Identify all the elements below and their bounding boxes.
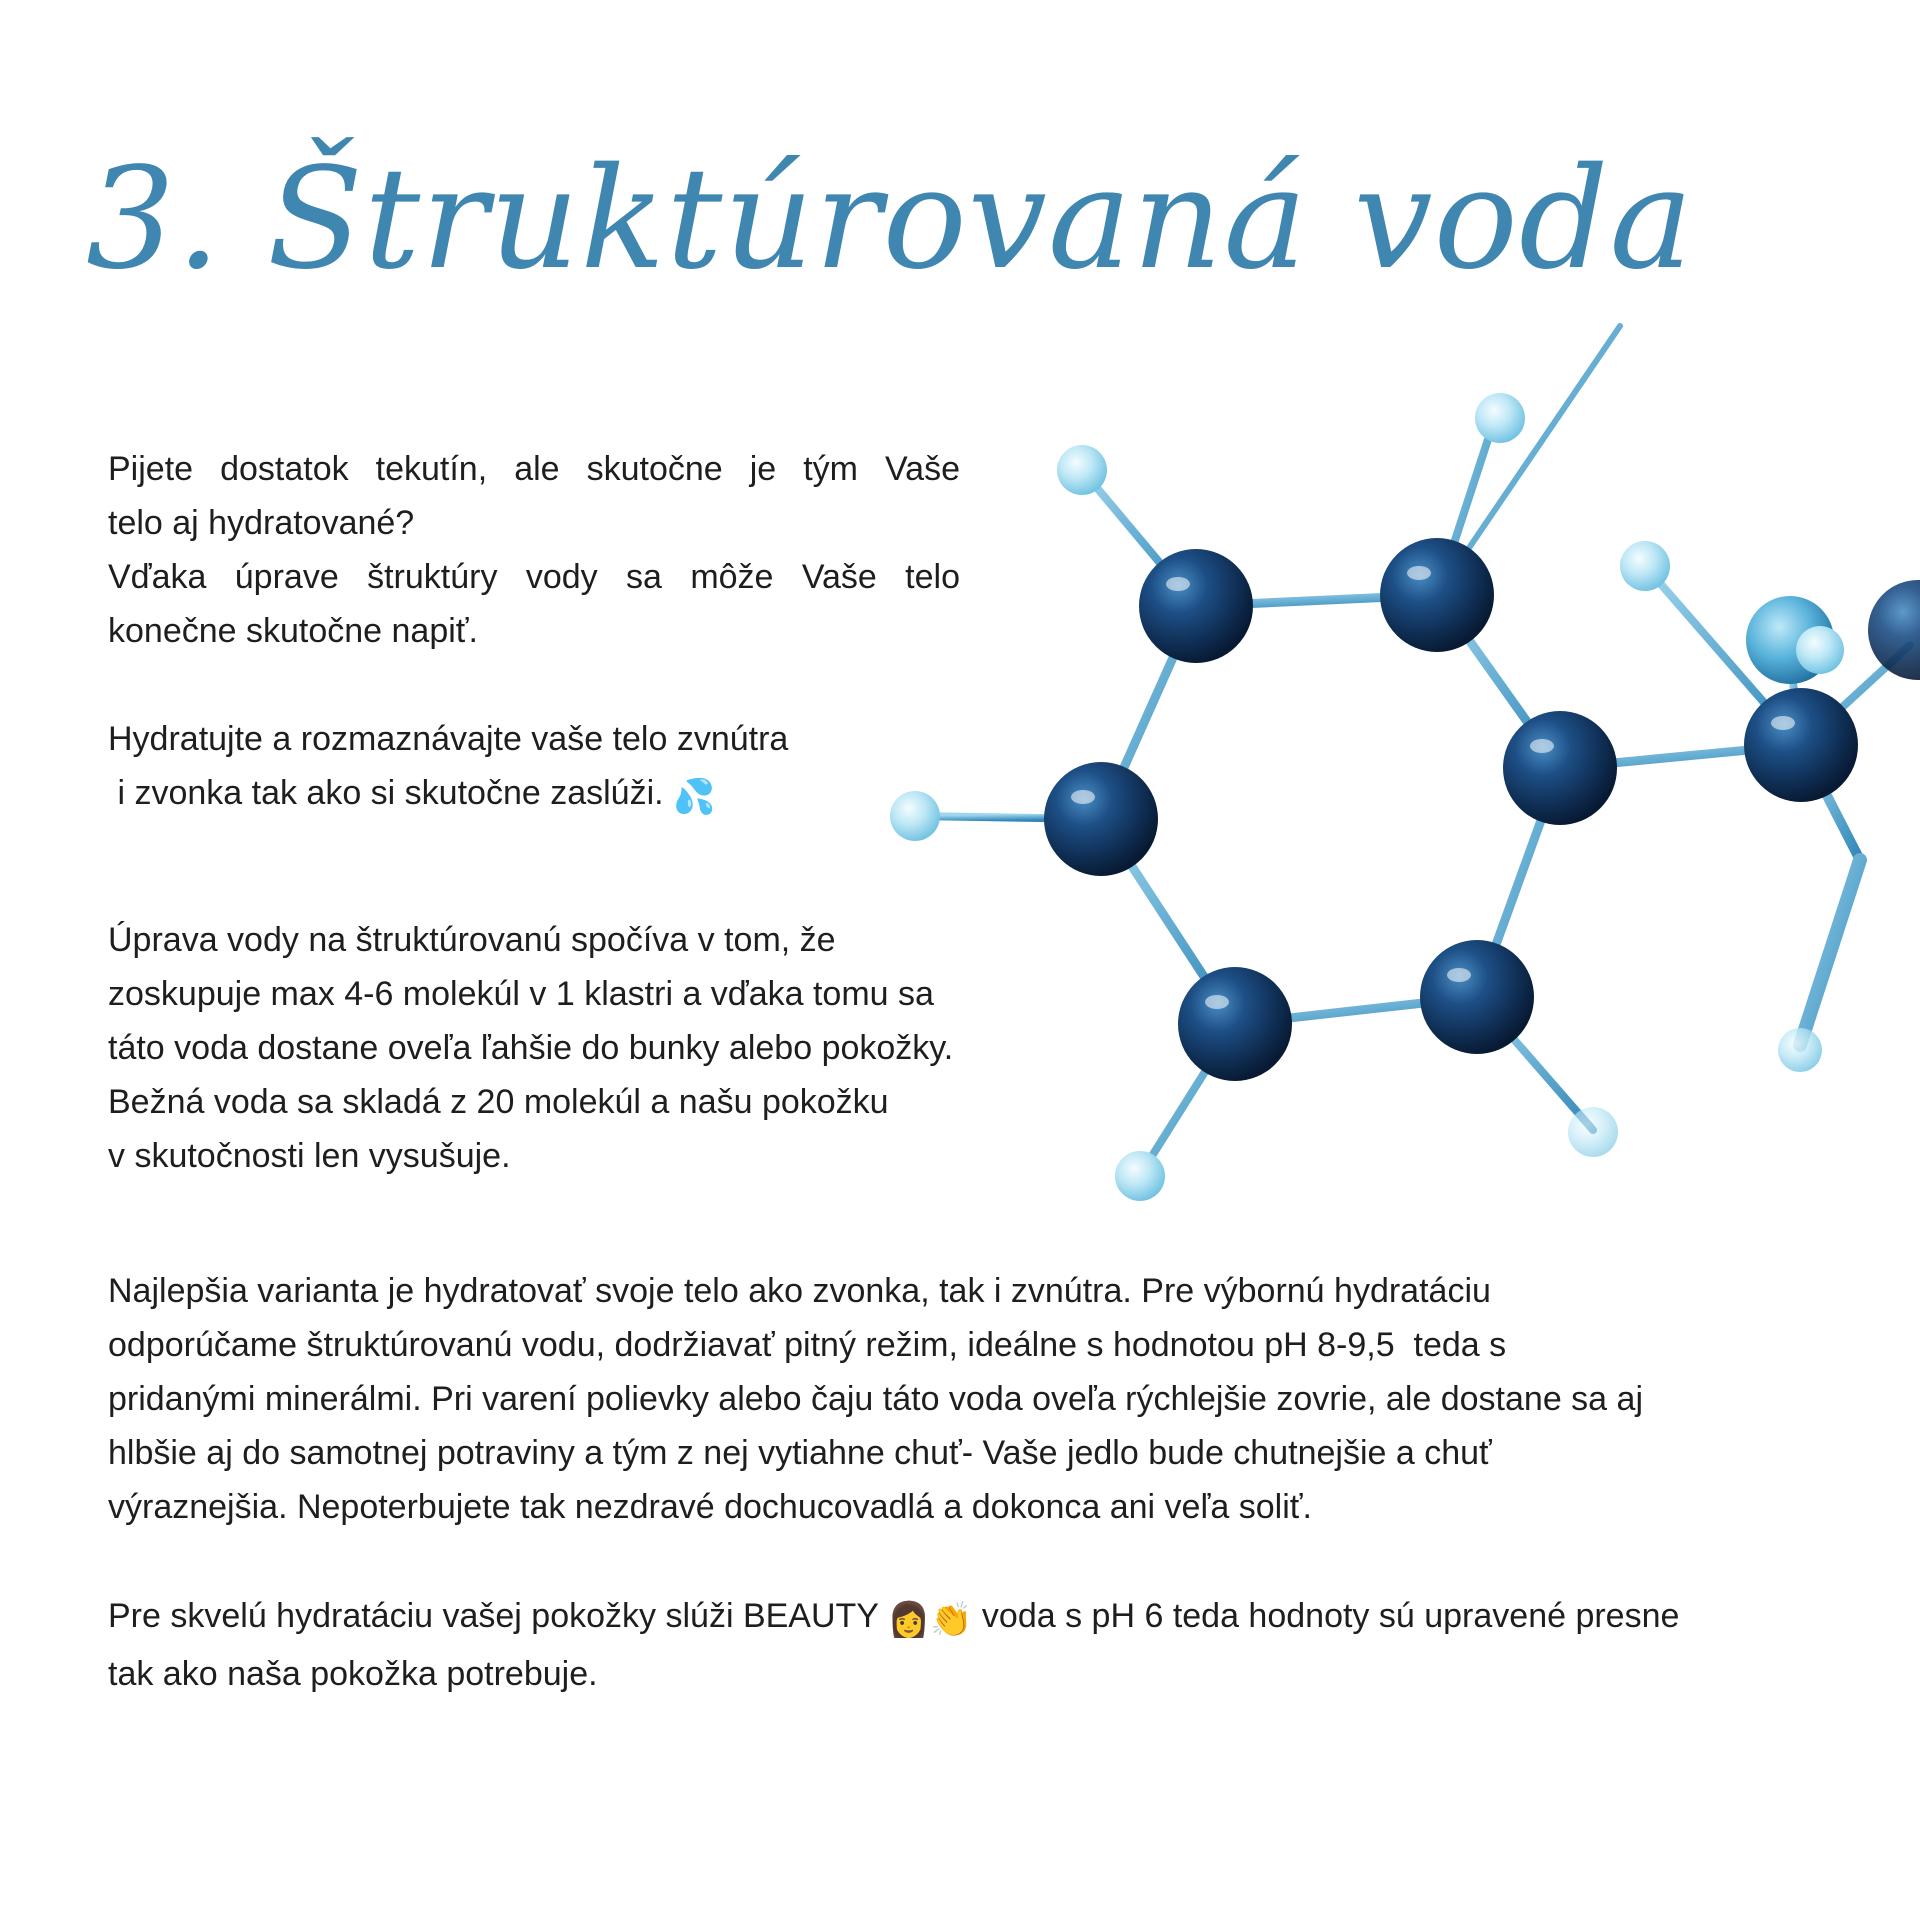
best-line: hlbšie aj do samotnej potraviny a tým z nej vytiahne chuť- Vaše jedlo bude chutnejšie a chuť (108, 1434, 1492, 1472)
intro-line: Pijete dostatok tekutín, ale skutočne je tým Vaše (108, 450, 960, 488)
beauty-line-end: voda s pH 6 teda hodnoty sú upravené presne (972, 1597, 1680, 1635)
beauty-line (108, 1589, 1828, 1647)
woman-clapping-icon: 👩👏 (887, 1601, 973, 1639)
intro-line: Vďaka úprave štruktúry vody sa môže Vaše telo (108, 558, 960, 596)
structure-line: Úprava vody na štruktúrovanú spočíva v tom, že (108, 921, 836, 959)
intro-line: konečne skutočne napiť. (108, 612, 478, 650)
page-title: 3. Štruktúrovaná voda (86, 138, 1694, 301)
hydrate-line-text: i zvonka tak ako si skutočne zaslúži. (108, 774, 674, 812)
water-droplets-icon: 💦 (673, 778, 716, 816)
hydrogen-atom (1796, 626, 1844, 674)
intro-line: telo aj hydratované? (108, 504, 415, 542)
structure-line: v skutočnosti len vysušuje. (108, 1137, 511, 1175)
intro-paragraph (108, 442, 960, 658)
hydrogen-atoms (890, 393, 1822, 1201)
structure-line: zoskupuje max 4-6 molekúl v 1 klastri a vďaka tomu sa (108, 975, 934, 1013)
hydrate-line: Hydratujte a rozmaznávajte vaše telo zvnútra (108, 720, 789, 758)
beauty-paragraph (108, 1589, 1828, 1701)
structure-line: Bežná voda sa skladá z 20 molekúl a našu pokožku (108, 1083, 889, 1121)
structure-line: táto voda dostane oveľa ľahšie do bunky alebo pokožky. (108, 1029, 954, 1067)
hydrate-paragraph (108, 712, 988, 824)
best-line: pridanými minerálmi. Pri varení polievky alebo čaju táto voda oveľa rýchlejšie zovrie, ale dostane sa aj (108, 1380, 1643, 1418)
beauty-line-start: Pre skvelú hydratáciu vašej pokožky slúži BEAUTY (108, 1597, 888, 1635)
molecule-illustration (860, 300, 1920, 1240)
hydrate-line (108, 766, 988, 824)
best-line: Najlepšia varianta je hydratovať svoje telo ako zvonka, tak i zvnútra. Pre výbornú hydratáciu (108, 1272, 1491, 1310)
best-variant-paragraph (108, 1264, 1828, 1534)
beauty-line: tak ako naša pokožka potrebuje. (108, 1655, 598, 1693)
best-line: výraznejšia. Nepoterbujete tak nezdravé dochucovadlá a dokonca ani veľa soliť. (108, 1488, 1312, 1526)
best-line: odporúčame štruktúrovanú vodu, dodržiavať pitný režim, ideálne s hodnotou pH 8-9,5 teda s (108, 1326, 1507, 1364)
